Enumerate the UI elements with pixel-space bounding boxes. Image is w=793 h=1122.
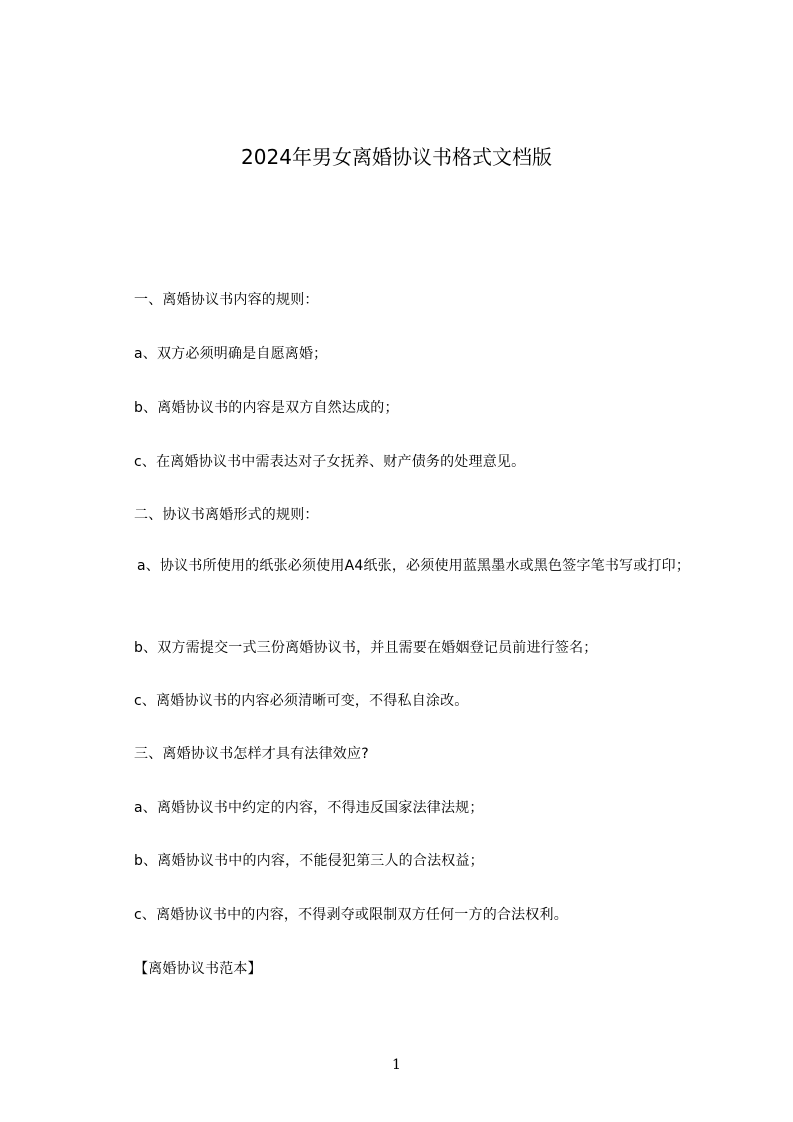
- paragraph-1c: c、在离婚协议书中需表达对子女抚养、财产债务的处理意见。: [134, 454, 526, 470]
- paragraph-1b: b、离婚协议书的内容是双方自然达成的；: [134, 400, 399, 416]
- section-heading-3: 三、离婚协议书怎样才具有法律效应?: [134, 746, 369, 762]
- sample-heading: 【离婚协议书范本】: [134, 961, 262, 977]
- document-title: 2024年男女离婚协议书格式文档版: [241, 145, 552, 169]
- paragraph-2b: b、双方需提交一式三份离婚协议书，并且需要在婚姻登记员前进行签名；: [134, 640, 598, 656]
- paragraph-3a: a、离婚协议书中约定的内容，不得违反国家法律法规；: [134, 800, 484, 816]
- paragraph-3b: b、离婚协议书中的内容，不能侵犯第三人的合法权益；: [134, 853, 484, 869]
- paragraph-1a: a、双方必须明确是自愿离婚；: [134, 346, 328, 362]
- paragraph-2c: c、离婚协议书的内容必须清晰可变，不得私自涂改。: [134, 693, 469, 709]
- paragraph-3c: c、离婚协议书中的内容，不得剥夺或限制双方任何一方的合法权利。: [134, 907, 568, 923]
- paragraph-2a: a、协议书所使用的纸张必须使用A4纸张，必须使用蓝黑墨水或黑色签字笔书写或打印；: [137, 558, 691, 574]
- page-number: 1: [392, 1057, 401, 1073]
- section-heading-1: 一、离婚协议书内容的规则：: [134, 292, 319, 308]
- section-heading-2: 二、协议书离婚形式的规则：: [134, 507, 319, 523]
